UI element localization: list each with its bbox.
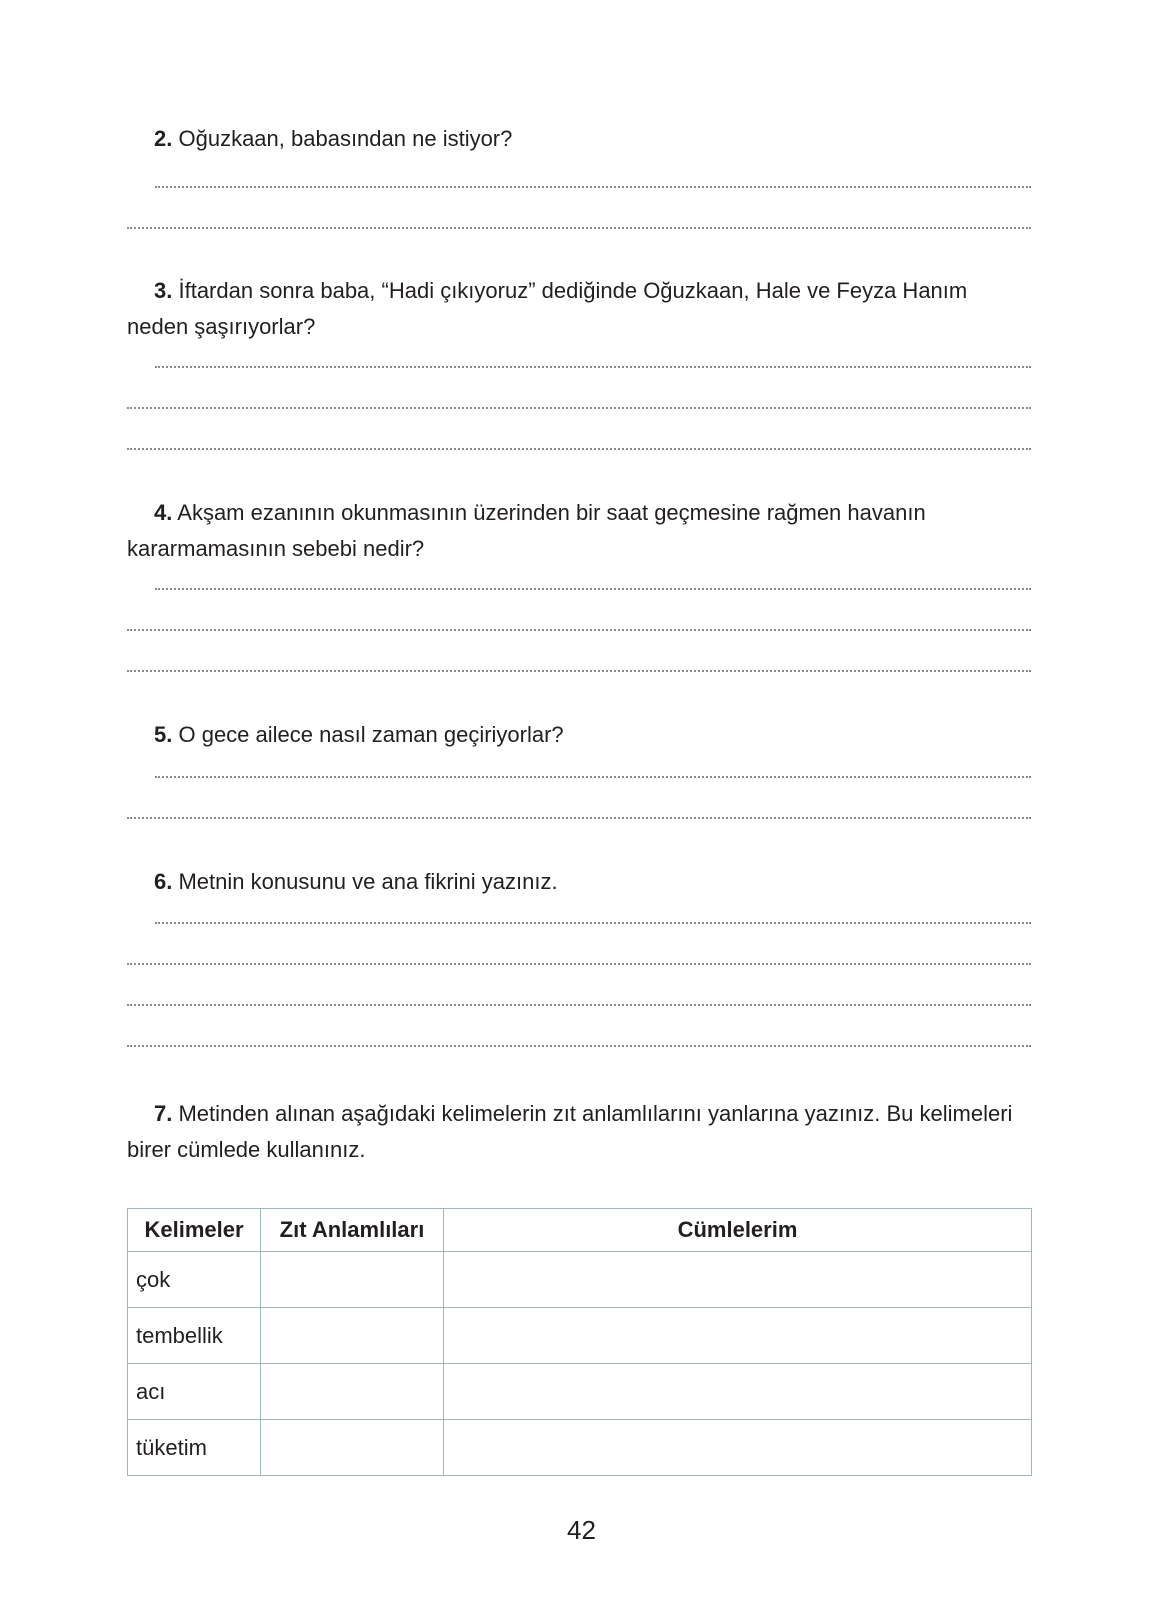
answer-line[interactable] — [127, 448, 1031, 450]
header-cumlelerim: Cümlelerim — [444, 1209, 1032, 1252]
answer-line[interactable] — [155, 588, 1031, 590]
table-row — [128, 1308, 1032, 1364]
sentence-cell[interactable] — [444, 1420, 1032, 1476]
question-number: 7. — [154, 1101, 173, 1126]
antonym-cell[interactable] — [261, 1364, 444, 1420]
table-row — [128, 1420, 1032, 1476]
answer-line[interactable] — [127, 1004, 1031, 1006]
answer-line[interactable] — [127, 670, 1031, 672]
question-number: 6. — [154, 869, 173, 894]
word-cell: acı — [128, 1364, 261, 1420]
question-3 — [127, 273, 1031, 345]
question-text: İftardan sonra baba, “Hadi çıkıyoruz” dediğinde Oğuzkaan, Hale ve Feyza Hanım neden şaşırıyorlar? — [127, 278, 968, 339]
antonym-table — [127, 1208, 1032, 1476]
table-row — [128, 1364, 1032, 1420]
answer-line[interactable] — [127, 629, 1031, 631]
answer-line[interactable] — [155, 922, 1031, 924]
question-text: Oğuzkaan, babasından ne istiyor? — [178, 126, 513, 151]
question-text: Metnin konusunu ve ana fikrini yazınız. — [178, 869, 558, 894]
answer-line[interactable] — [127, 227, 1031, 229]
question-6 — [127, 864, 1031, 900]
question-number: 2. — [154, 126, 173, 151]
table-row — [128, 1252, 1032, 1308]
antonym-cell[interactable] — [261, 1252, 444, 1308]
word-cell: çok — [128, 1252, 261, 1308]
question-number: 3. — [154, 278, 173, 303]
question-text: Akşam ezanının okunmasının üzerinden bir saat geçmesine rağmen havanın kararmamasının sebebi nedir? — [127, 500, 926, 561]
question-5 — [127, 717, 1031, 753]
header-kelimeler: Kelimeler — [128, 1209, 261, 1252]
question-2 — [127, 121, 1031, 157]
answer-line[interactable] — [155, 776, 1031, 778]
sentence-cell[interactable] — [444, 1308, 1032, 1364]
antonym-cell[interactable] — [261, 1420, 444, 1476]
question-text: Metinden alınan aşağıdaki kelimelerin zıt anlamlılarını yanlarına yazınız. Bu kelimeleri birer cümlede kullanınız. — [127, 1101, 1013, 1162]
word-cell: tüketim — [128, 1420, 261, 1476]
antonym-cell[interactable] — [261, 1308, 444, 1364]
page-number: 42 — [567, 1515, 596, 1545]
table-header-row — [128, 1209, 1032, 1252]
answer-line[interactable] — [155, 186, 1031, 188]
question-number: 5. — [154, 722, 173, 747]
answer-line[interactable] — [127, 817, 1031, 819]
sentence-cell[interactable] — [444, 1252, 1032, 1308]
header-zit-anlamlilari: Zıt Anlamlıları — [261, 1209, 444, 1252]
question-7 — [127, 1096, 1031, 1168]
answer-line[interactable] — [155, 366, 1031, 368]
question-number: 4. — [154, 500, 173, 525]
answer-line[interactable] — [127, 407, 1031, 409]
question-4 — [127, 495, 1031, 567]
question-text: O gece ailece nasıl zaman geçiriyorlar? — [178, 722, 564, 747]
answer-line[interactable] — [127, 1045, 1031, 1047]
word-cell: tembellik — [128, 1308, 261, 1364]
answer-line[interactable] — [127, 963, 1031, 965]
sentence-cell[interactable] — [444, 1364, 1032, 1420]
